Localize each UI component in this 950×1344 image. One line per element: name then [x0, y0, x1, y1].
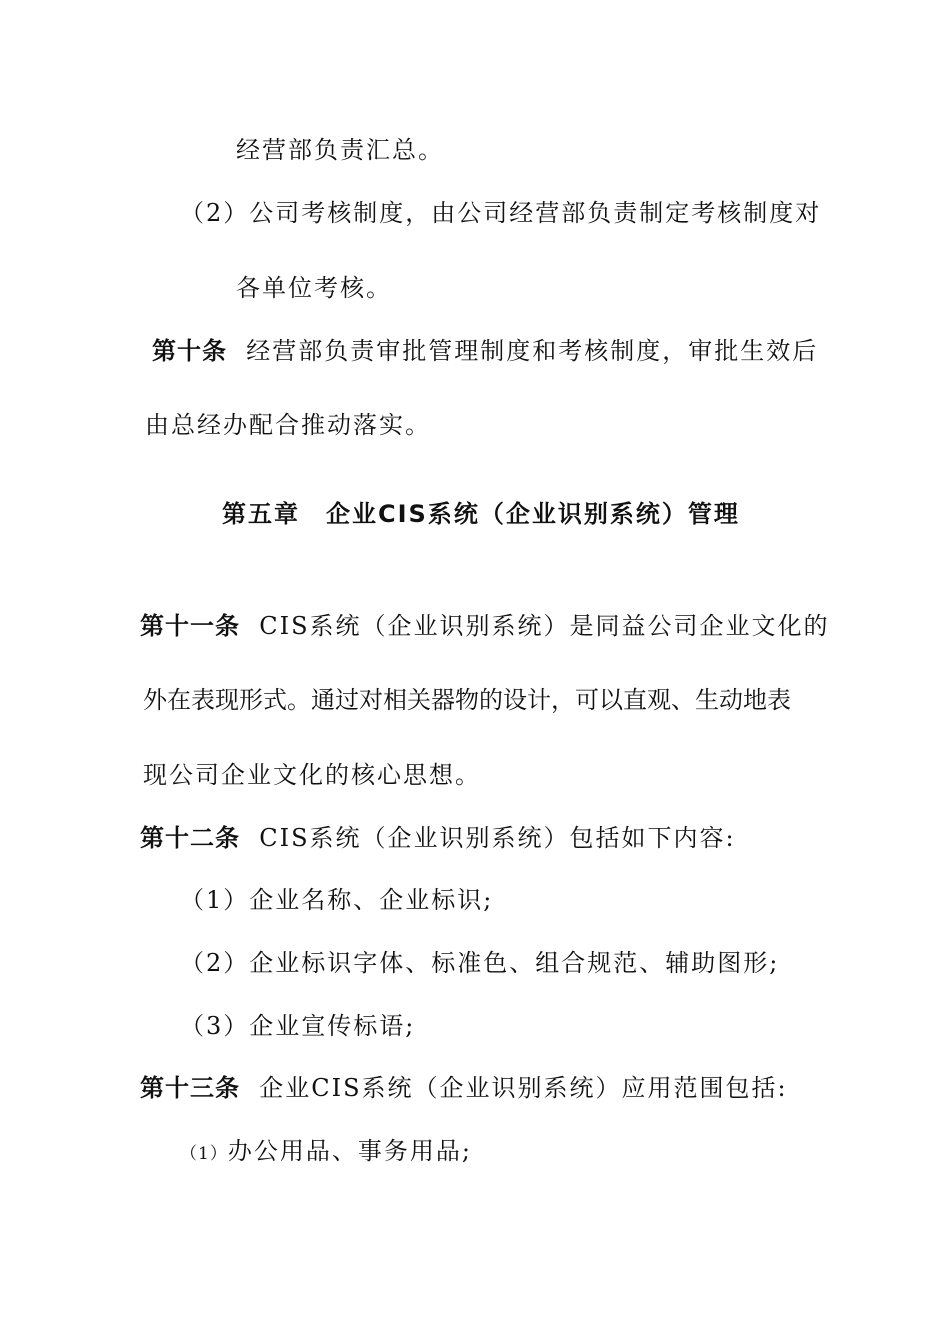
chapter-heading: 第五章 企业CIS系统（企业识别系统）管理	[222, 500, 740, 528]
list-item-line: （3）企业宣传标语;	[180, 1012, 416, 1040]
article-label: 第十三条	[140, 1074, 240, 1102]
article-13	[140, 1073, 788, 1103]
paragraph-line: 由总经办配合推动落实。	[145, 411, 431, 439]
article-text: 企业CIS系统（企业识别系统）应用范围包括:	[259, 1074, 788, 1102]
article-11	[140, 611, 830, 641]
list-number: （1）	[180, 1144, 228, 1164]
paragraph-line: 外在表现形式。通过对相关器物的设计，可以直观、生动地表	[143, 686, 791, 714]
list-text: 办公用品、事务用品;	[227, 1137, 472, 1165]
article-label: 第十一条	[140, 612, 240, 640]
paragraph-line: 经营部负责汇总。	[236, 136, 444, 164]
list-item-line: （2）企业标识字体、标准色、组合规范、辅助图形;	[180, 949, 780, 977]
list-item-line: （2）公司考核制度，由公司经营部负责制定考核制度对	[180, 199, 822, 227]
article-text: 经营部负责审批管理制度和考核制度，审批生效后	[246, 337, 819, 365]
paragraph-line: 各单位考核。	[236, 274, 392, 302]
list-item-line: （1）企业名称、企业标识;	[180, 886, 494, 914]
article-12	[140, 823, 736, 853]
article-10	[152, 336, 818, 366]
list-item-line	[180, 1136, 472, 1169]
article-label: 第十二条	[140, 824, 240, 852]
article-text: CIS系统（企业识别系统）包括如下内容:	[259, 824, 736, 852]
article-text: CIS系统（企业识别系统）是同益公司企业文化的	[259, 612, 830, 640]
article-label: 第十条	[152, 337, 227, 365]
paragraph-line: 现公司企业文化的核心思想。	[143, 761, 481, 789]
